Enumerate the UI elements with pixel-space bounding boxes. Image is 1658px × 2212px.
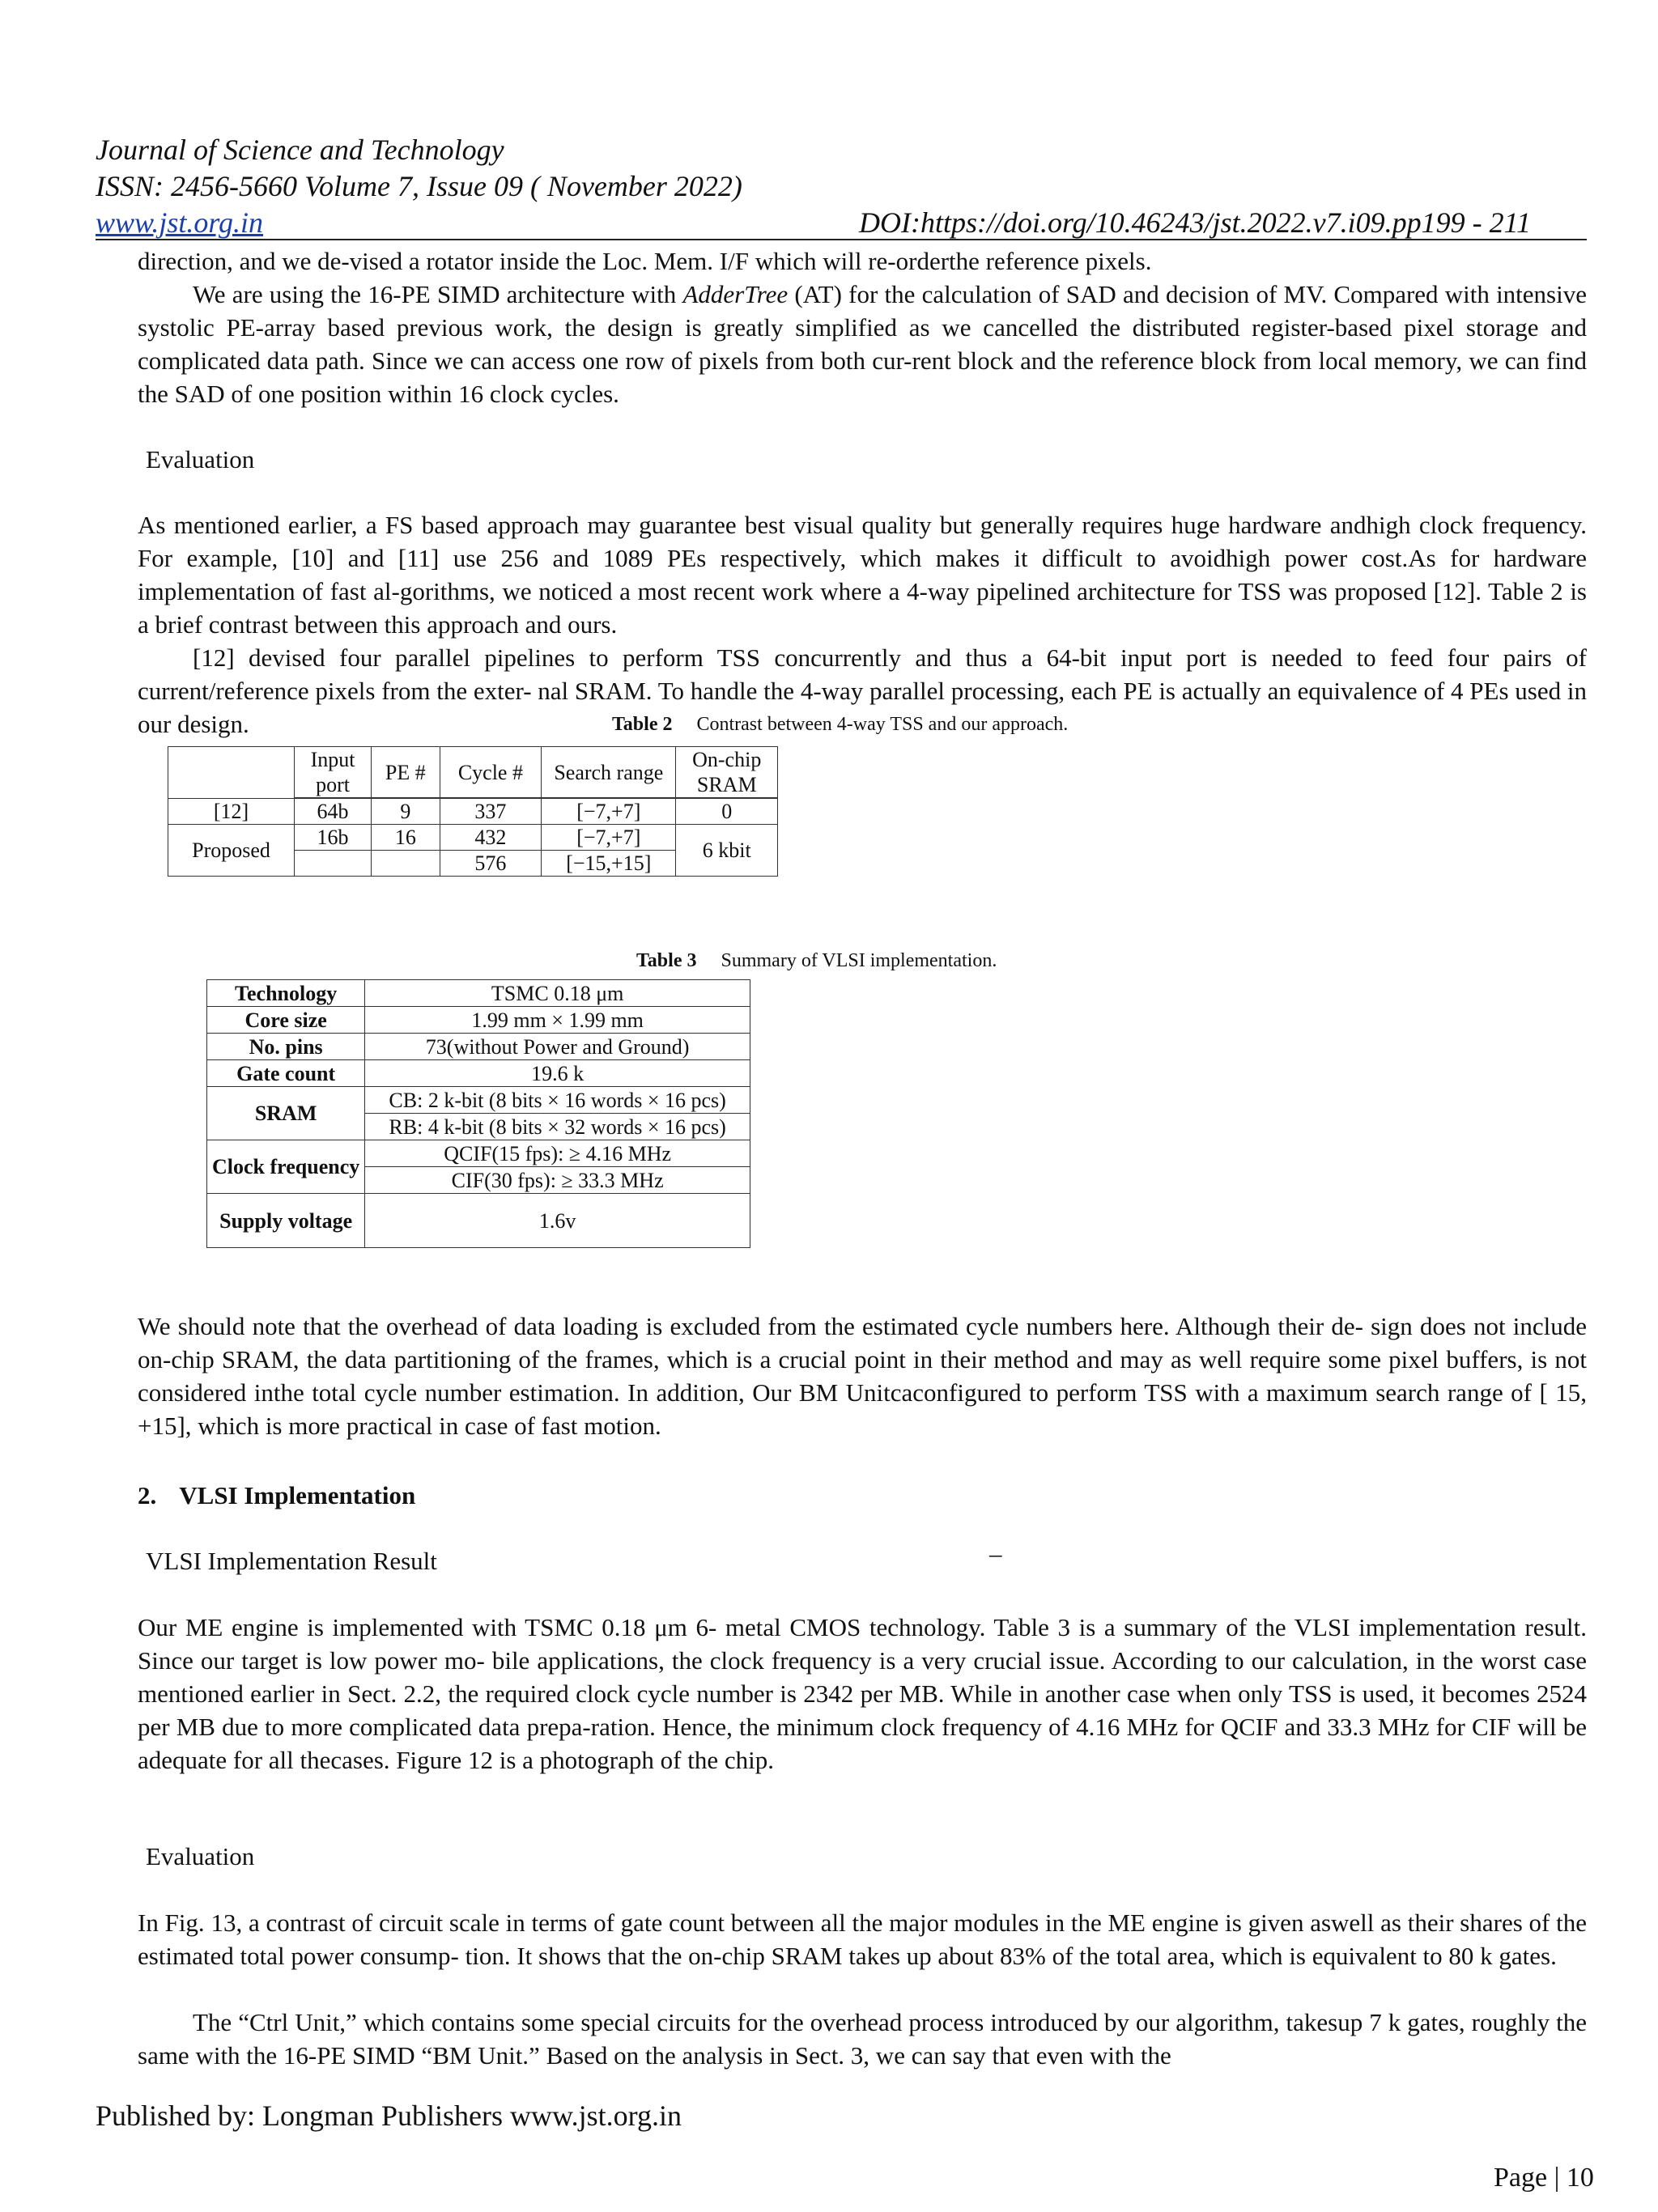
table-key: Technology bbox=[207, 980, 365, 1007]
table-key: Supply voltage bbox=[207, 1194, 365, 1248]
table-value: QCIF(15 fps): ≥ 4.16 MHz bbox=[365, 1140, 750, 1167]
table-cell: Input port bbox=[295, 747, 372, 798]
table-key: Clock frequency bbox=[207, 1140, 365, 1194]
table-row bbox=[207, 1007, 750, 1034]
paragraph-1: direction, and we de-vised a rotator inside the Loc. Mem. I/F which will re-orderthe reference pixels. bbox=[138, 247, 1152, 275]
table-3 bbox=[206, 979, 750, 1248]
table-cell: Cycle # bbox=[440, 747, 542, 798]
subsection-evaluation-2: Evaluation bbox=[146, 1842, 255, 1870]
table-cell: 16b bbox=[295, 825, 372, 851]
table-row bbox=[207, 1060, 750, 1087]
paragraph-3: As mentioned earlier, a FS based approach may guarantee best visual quality but generally requires huge hardware andhigh clock frequency. For example, [10] and [11] use 256 and 1089 PEs respectively, which makes it difficult to avoidhigh power cost.As for hardware implementation of fast al-gorithms, we noticed a most recent work where a 4-way pipelined architecture for TSS was proposed [12]. Table 2 is a brief contrast between this approach and ours. bbox=[138, 511, 1587, 639]
table-key: Core size bbox=[207, 1007, 365, 1034]
table-cell bbox=[295, 851, 372, 877]
table-cell: On-chip SRAM bbox=[676, 747, 778, 798]
footer-publisher: Published by: Longman Publishers www.jst.org.in bbox=[96, 2099, 682, 2132]
table-value: CB: 2 k-bit (8 bits × 16 words × 16 pcs) bbox=[365, 1087, 750, 1114]
table-cell bbox=[371, 851, 440, 877]
table-value: CIF(30 fps): ≥ 33.3 MHz bbox=[365, 1167, 750, 1194]
table-value: 73(without Power and Ground) bbox=[365, 1034, 750, 1060]
paragraph-5: We should note that the overhead of data loading is excluded from the estimated cycle numbers here. Although their de- sign does not include on-chip SRAM, the data partitioning of the frames, which is a crucial point in their method and may as well require some pixel buffers, is not considered inthe total cycle number estimation. In addition, Our BM Unitcaconfigured to perform TSS with a maximum search range of [ 15, +15], which is more practical in case of fast motion. bbox=[138, 1312, 1587, 1440]
table-row bbox=[168, 799, 778, 825]
header-rule bbox=[96, 239, 1587, 240]
journal-title: Journal of Science and Technology bbox=[96, 134, 504, 166]
table-row bbox=[207, 1087, 750, 1114]
table-value: 1.6v bbox=[365, 1194, 750, 1248]
table-cell: [−7,+7] bbox=[542, 799, 676, 825]
table-row bbox=[207, 1194, 750, 1248]
journal-issn: ISSN: 2456-5660 Volume 7, Issue 09 ( November 2022) bbox=[96, 170, 742, 202]
table-value: TSMC 0.18 μm bbox=[365, 980, 750, 1007]
journal-doi: DOI:https://doi.org/10.46243/jst.2022.v7.i09.pp199 - 211 bbox=[859, 206, 1531, 239]
table-cell: 6 kbit bbox=[676, 825, 778, 877]
table-key: Gate count bbox=[207, 1060, 365, 1087]
table-cell: 16 bbox=[371, 825, 440, 851]
table-cell: Search range bbox=[542, 747, 676, 798]
table-cell: 576 bbox=[440, 851, 542, 877]
table-cell bbox=[168, 747, 295, 799]
paragraph-6: Our ME engine is implemented with TSMC 0.18 μm 6- metal CMOS technology. Table 3 is a summary of the VLSI implementation result. Since our target is low power mo- bile applications, the clock frequency is a very crucial issue. According to our calculation, in the worst case mentioned earlier in Sect. 2.2, the required clock cycle number is 2342 per MB. While in another case when only TSS is used, it becomes 2524 per MB due to more complicated data prepa-ration. Hence, the minimum clock frequency of 4.16 MHz for QCIF and 33.3 MHz for CIF will be adequate for all thecases. Figure 12 is a photograph of the chip. bbox=[138, 1613, 1587, 1774]
table-cell: PE # bbox=[371, 747, 440, 798]
table-cell: Proposed bbox=[168, 825, 295, 877]
table-2 bbox=[168, 746, 778, 877]
table-cell: 432 bbox=[440, 825, 542, 851]
table-key: SRAM bbox=[207, 1087, 365, 1140]
paragraph-8: The “Ctrl Unit,” which contains some special circuits for the overhead process introduced by our algorithm, takesup 7 k gates, roughly the same with the 16-PE SIMD “BM Unit.” Based on the analysis in Sect. 3, we can say that even with the bbox=[138, 2008, 1587, 2070]
table-value: 19.6 k bbox=[365, 1060, 750, 1087]
section-heading: 2. VLSI Implementation bbox=[138, 1481, 416, 1509]
table-cell: [−15,+15] bbox=[542, 851, 676, 877]
page-number: Page | 10 bbox=[1494, 2163, 1594, 2193]
table-row bbox=[168, 747, 778, 798]
table3-caption: Table 3 Summary of VLSI implementation. bbox=[636, 950, 997, 971]
table-cell: [−7,+7] bbox=[542, 825, 676, 851]
table-cell: 64b bbox=[295, 799, 372, 825]
paragraph-4: [12] devised four parallel pipelines to perform TSS concurrently and thus a 64-bit input port is needed to feed four pairs of current/reference pixels from the exter- nal SRAM. To handle the 4-way parallel processing, each PE is actually an equivalence of 4 PEs used in our design. bbox=[138, 643, 1587, 738]
table-cell: 9 bbox=[371, 799, 440, 825]
table2-caption: Table 2 Contrast between 4-way TSS and our approach. bbox=[612, 714, 1069, 735]
subsection-vlsi-result: VLSI Implementation Result bbox=[146, 1547, 437, 1575]
table-value: 1.99 mm × 1.99 mm bbox=[365, 1007, 750, 1034]
journal-site-link[interactable]: www.jst.org.in bbox=[96, 206, 264, 239]
table-cell: 337 bbox=[440, 799, 542, 825]
table-row bbox=[207, 1034, 750, 1060]
table-row bbox=[207, 980, 750, 1007]
table-value: RB: 4 k-bit (8 bits × 32 words × 16 pcs) bbox=[365, 1114, 750, 1140]
table-key: No. pins bbox=[207, 1034, 365, 1060]
table-row bbox=[168, 825, 778, 851]
paragraph-7: In Fig. 13, a contrast of circuit scale in terms of gate count between all the major modules in the ME engine is given aswell as their shares of the estimated total power consump- tion. It shows that the on-chip SRAM takes up about 83% of the total area, which is equivalent to 80 k gates. bbox=[138, 1908, 1587, 1970]
table-cell: [12] bbox=[168, 799, 295, 825]
table-row bbox=[207, 1140, 750, 1167]
subsection-evaluation: Evaluation bbox=[146, 445, 255, 473]
table-cell: 0 bbox=[676, 799, 778, 825]
paragraph-2: We are using the 16-PE SIMD architecture with AdderTree (AT) for the calculation of SAD and decision of MV. Compared with intensive systolic PE-array based previous work, the design is greatly simplified as we cancelled the distributed register-based pixel storage and complicated data path. Since we can access one row of pixels from both cur-rent block and the reference block from local memory, we can find the SAD of one position within 16 clock cycles. bbox=[138, 280, 1587, 408]
stray-dash: – bbox=[989, 1539, 1002, 1568]
